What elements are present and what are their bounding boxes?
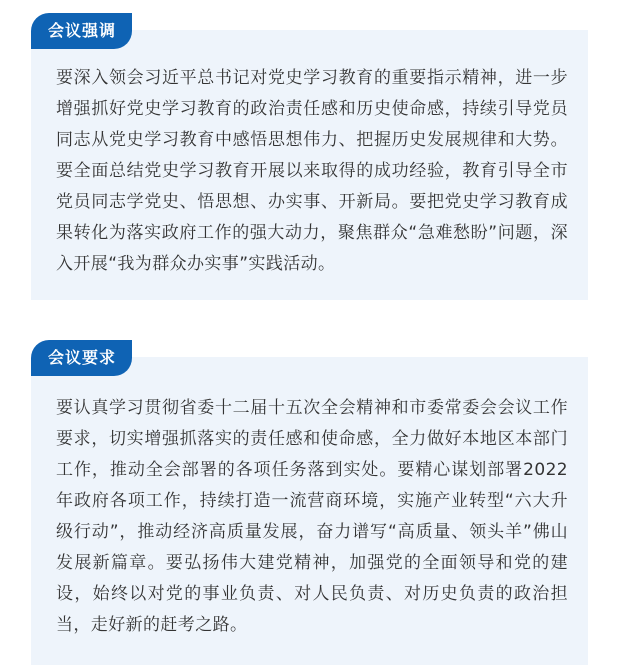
section-body-text: 要深入领会习近平总书记对党史学习教育的重要指示精神，进一步增强抓好党史学习教育的政治责任感和历史使命感，持续引导党员同志从党史学习教育中感悟思想伟力、把握历史发展规律和大势。要全面总结党史学习教育开展以来取得的成功经验，教育引导全市党员同志学党史、悟思想、办实事、开新局。要把党史学习教育成果转化为落实政府工作的强大动力，聚焦群众“急难愁盼”问题，深入开展“我为群众办实事”实践活动。: [56, 68, 568, 274]
section-body-text: 要认真学习贯彻省委十二届十五次全会精神和市委常委会会议工作要求，切实增强抓落实的责任感和使命感，全力做好本地区本部门工作，推动全会部署的各项任务落到实处。要精心谋划部署2022年政府各项工作，持续打造一流营商环境，实施产业转型“六大升级行动”，推动经济高质量发展，奋力谱写“高质量、领头羊”佛山发展新篇章。要弘扬伟大建党精神，加强党的全面领导和党的建设，始终以对党的事业负责、对人民负责、对历史负责的政治担当，走好新的赶考之路。: [56, 398, 568, 635]
section-title-badge: 会议强调: [31, 13, 132, 49]
section-title-badge: 会议要求: [31, 340, 132, 376]
